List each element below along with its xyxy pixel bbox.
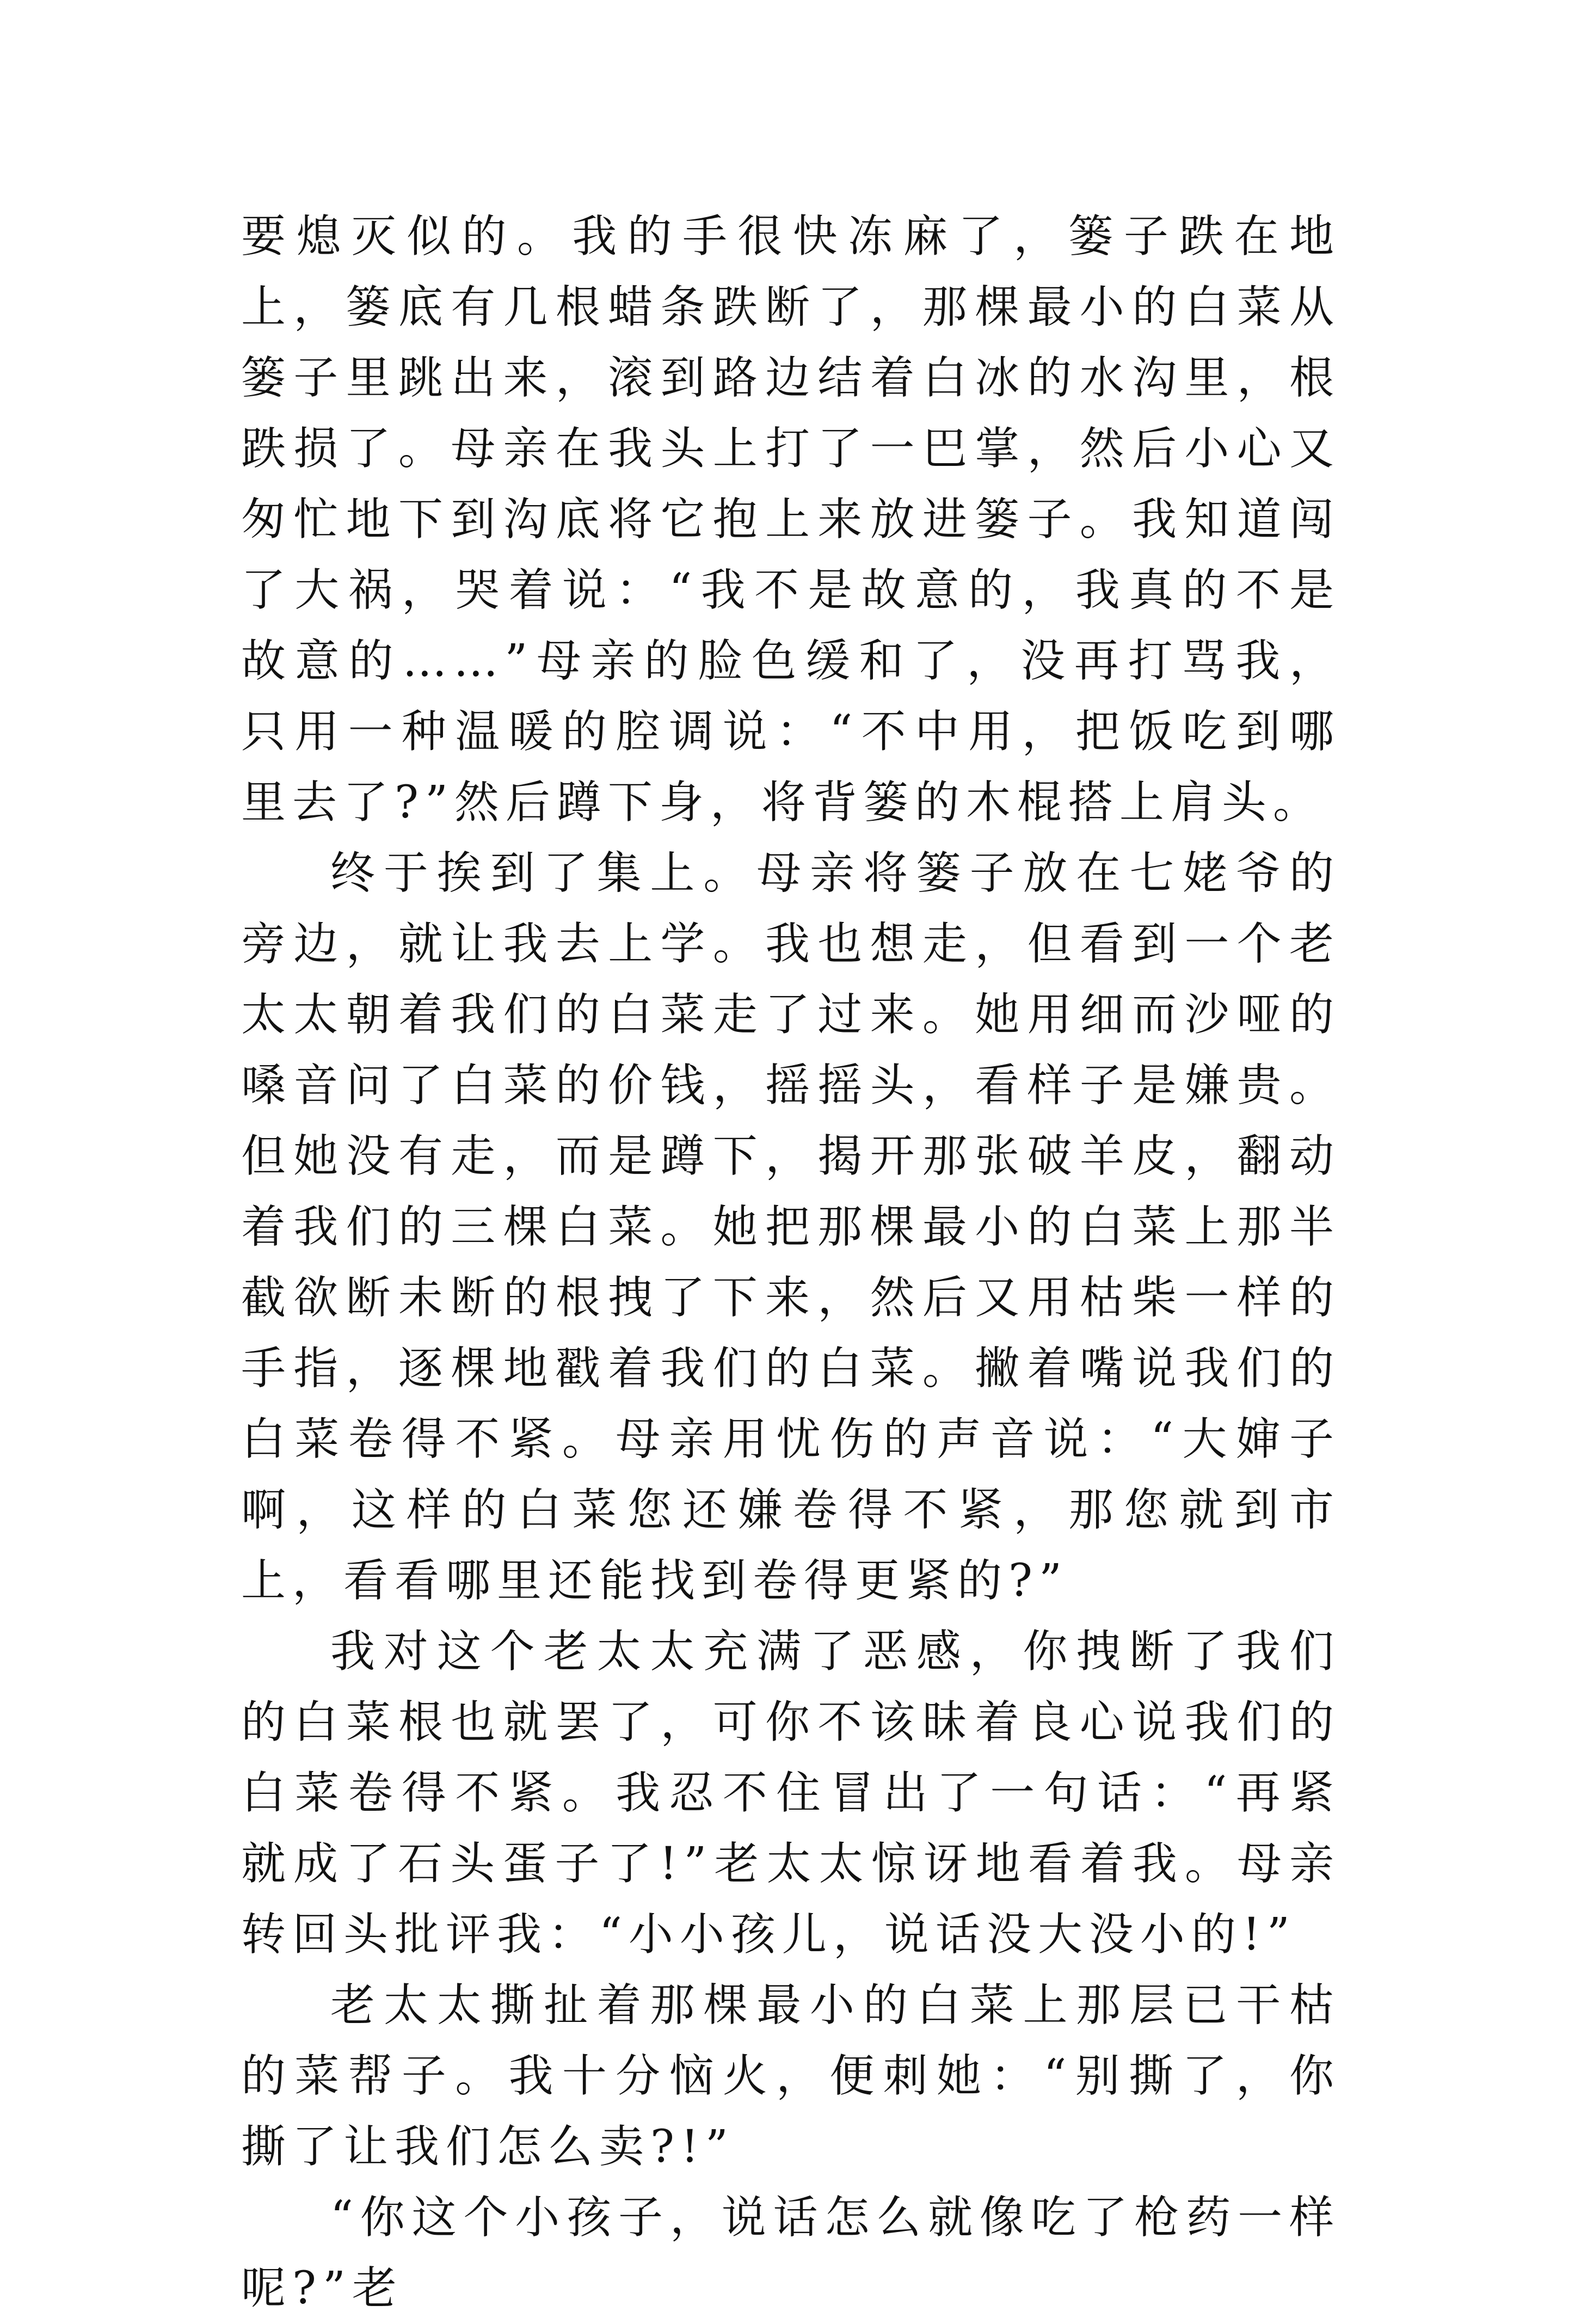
paragraph-5: “你这个小孩子，说话怎么就像吃了枪药一样呢?”老 xyxy=(241,2192,1340,2314)
paragraph-1: 要熄灭似的。我的手很快冻麻了，篓子跌在地上，篓底有几根蜡条跌断了，那棵最小的白菜从篓子里跳出来，滚到路边结着白冰的水沟里，根跌损了。母亲在我头上打了一巴掌，然后小心又匆忙地下到沟底将它抱上来放进篓子。我知道闯了大祸，哭着说：“我不是故意的，我真的不是故意的……”母亲的脸色缓和了，没再打骂我，只用一种温暖的腔调说：“不中用，把饭吃到哪里去了?”然后蹲下身，将背篓的木棍搭上肩头。 xyxy=(241,211,1340,828)
paragraph-4: 老太太撕扯着那棵最小的白菜上那层已干枯的菜帮子。我十分恼火，便刺她：“别撕了，你撕了让我们怎么卖?!” xyxy=(241,1979,1340,2173)
paragraph-2: 终于挨到了集上。母亲将篓子放在七姥爷的旁边，就让我去上学。我也想走，但看到一个老太太朝着我们的白菜走了过来。她用细而沙哑的嗓音问了白菜的价钱，摇摇头，看样子是嫌贵。但她没有走，而是蹲下，揭开那张破羊皮，翻动着我们的三棵白菜。她把那棵最小的白菜上那半截欲断未断的根拽了下来，然后又用枯柴一样的手指，逐棵地戳着我们的白菜。撇着嘴说我们的白菜卷得不紧。母亲用忧伤的声音说：“大婶子啊，这样的白菜您还嫌卷得不紧，那您就到市上，看看哪里还能找到卷得更紧的?” xyxy=(241,847,1340,1607)
body-text xyxy=(241,201,1340,2324)
paragraph-3: 我对这个老太太充满了恶感，你拽断了我们的白菜根也就罢了，可你不该昧着良心说我们的白菜卷得不紧。我忍不住冒出了一句话：“再紧就成了石头蛋子了!”老太太惊讶地看着我。母亲转回头批评我：“小小孩儿，说话没大没小的!” xyxy=(241,1626,1340,1960)
